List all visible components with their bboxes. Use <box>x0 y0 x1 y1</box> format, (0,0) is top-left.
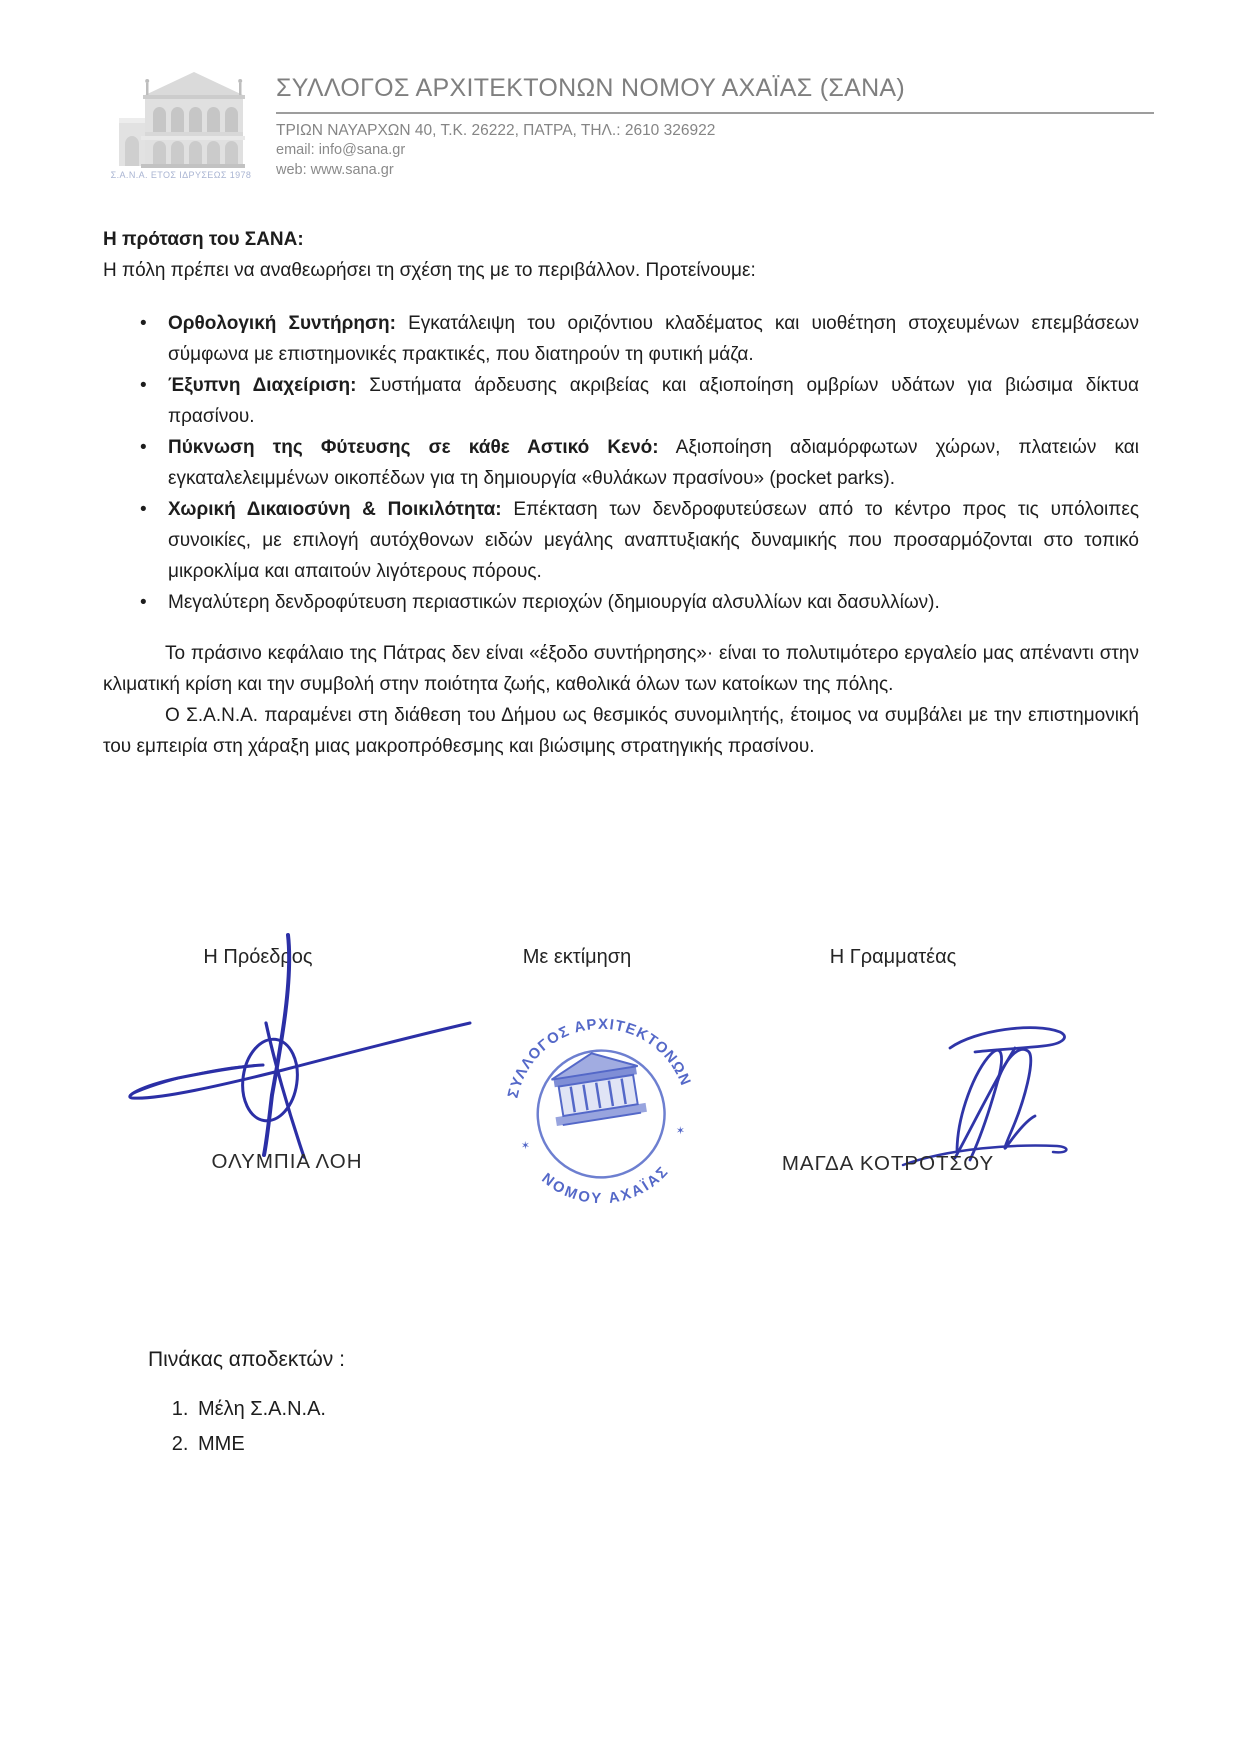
section-heading: Η πρόταση του ΣΑΝΑ: <box>103 229 304 250</box>
proposal-list <box>103 308 1139 618</box>
bullet-term: Πύκνωση της Φύτευσης σε κάθε Αστικό Κενό: <box>168 437 659 458</box>
bullet-text: Συστήματα άρδευσης ακριβείας και αξιοποίηση ομβρίων υδάτων για βιώσιμα δίκτυα πρασίνου. <box>168 375 1139 427</box>
recipients-list <box>148 1392 326 1462</box>
bullet-text: Αξιοποίηση αδιαμόρφωτων χώρων, πλατειών και εγκαταλελειμμένων οικοπέδων για τη δημιουργία «θυλάκων πρασίνου» (pocket parks). <box>168 437 1139 489</box>
list-item <box>168 494 1139 587</box>
bullet-term: Χωρική Δικαιοσύνη & Ποικιλότητα: <box>168 499 502 520</box>
organization-name: ΣΥΛΛΟΓΟΣ ΑΡΧΙΤΕΚΤΟΝΩΝ ΝΟΜΟΥ ΑΧΑΪΑΣ (ΣΑΝΑ) <box>276 74 1154 114</box>
recipients-heading: Πινάκας αποδεκτών : <box>148 1348 345 1371</box>
closing-phrase: Με εκτίμηση <box>522 946 632 968</box>
paragraph: Το πράσινο κεφάλαιο της Πάτρας δεν είναι «έξοδο συντήρησης»· είναι το πολυτιμότερο εργαλείο μας απέναντι στην κλιματική κρίση και την συμβολή στην ποιότητα ζωής, καθολικά όλων των κατοίκων της πόλης. <box>103 643 1139 695</box>
bullet-text: Επέκταση των δενδροφυτεύσεων από το κέντρο προς τις υπόλοιπες συνοικίες, με επιλογή αυτόχθονων ειδών μεγάλης αναπτυξιακής δυναμικής που προσαρμόζονται στο τοπικό μικροκλίμα και απαιτούν λιγότερους πόρους. <box>168 499 1140 582</box>
bullet-text: Εγκατάλειψη του οριζόντιου κλαδέματος και υιοθέτηση στοχευμένων επεμβάσεων σύμφωνα με επιστημονικές πρακτικές, που διατηρούν τη φυτική μάζα. <box>168 313 1139 365</box>
stamp-star-icon: ✶ <box>675 1124 686 1138</box>
logo-caption: Σ.Α.Ν.Α. ΕΤΟΣ ΙΔΡΥΣΕΩΣ 1978 <box>110 170 252 180</box>
organization-email: email: info@sana.gr <box>276 142 406 158</box>
bullet-text: Μεγαλύτερη δενδροφύτευση περιαστικών περιοχών (δημιουργία αλσυλλίων και δασυλλίων). <box>168 592 940 613</box>
list-item <box>168 432 1139 494</box>
paragraph: Ο Σ.Α.Ν.Α. παραμένει στη διάθεση του Δήμου ως θεσμικός συνομιλητής, έτοιμος να συμβάλει με την επιστημονική του εμπειρία στη χάραξη μιας μακροπρόθεσμης και βιώσιμης στρατηγικής πρασίνου. <box>103 705 1139 757</box>
president-title: Η Πρόεδρος <box>203 946 313 968</box>
letter-body <box>103 224 1139 762</box>
intro-line: Η πόλη πρέπει να αναθεωρήσει τη σχέση της με το περιβάλλον. Προτείνουμε: <box>103 260 756 281</box>
bullet-term: Έξυπνη Διαχείριση: <box>168 375 357 396</box>
president-name: ΟΛΥΜΠΙΑ ΛΟΗ <box>211 1150 363 1173</box>
bullet-term: Ορθολογική Συντήρηση: <box>168 313 396 334</box>
letterhead <box>276 74 1154 180</box>
organization-logo-building-icon <box>115 66 247 168</box>
recipient-item: 1. Μέλη Σ.Α.Ν.Α. <box>194 1392 326 1427</box>
stamp-bottom-text: ΝΟΜΟΥ ΑΧΑΪΑΣ <box>538 1162 673 1208</box>
list-item <box>168 370 1139 432</box>
list-item <box>168 308 1139 370</box>
secretary-title: Η Γραμματέας <box>829 946 957 968</box>
recipient-item: 2. ΜΜΕ <box>194 1427 326 1462</box>
list-item <box>168 587 1139 618</box>
stamp-star-icon: ✶ <box>520 1139 531 1153</box>
association-round-stamp <box>485 996 718 1229</box>
secretary-name: ΜΑΓΔΑ ΚΟΤΡΟΤΣΟΥ <box>781 1152 995 1175</box>
svg-text:ΝΟΜΟΥ ΑΧΑΪΑΣ <box>538 1162 675 1212</box>
secretary-signature <box>895 1020 1090 1170</box>
president-signature <box>118 895 478 1165</box>
organization-website: web: www.sana.gr <box>276 162 394 178</box>
organization-address: ΤΡΙΩΝ ΝΑΥΑΡΧΩΝ 40, Τ.Κ. 26222, ΠΑΤΡΑ, ΤΗΛ.: 2610 326922 <box>276 122 716 139</box>
stamp-top-text: ΣΥΛΛΟΓΟΣ ΑΡΧΙΤΕΚΤΟΝΩΝ <box>505 1016 694 1100</box>
